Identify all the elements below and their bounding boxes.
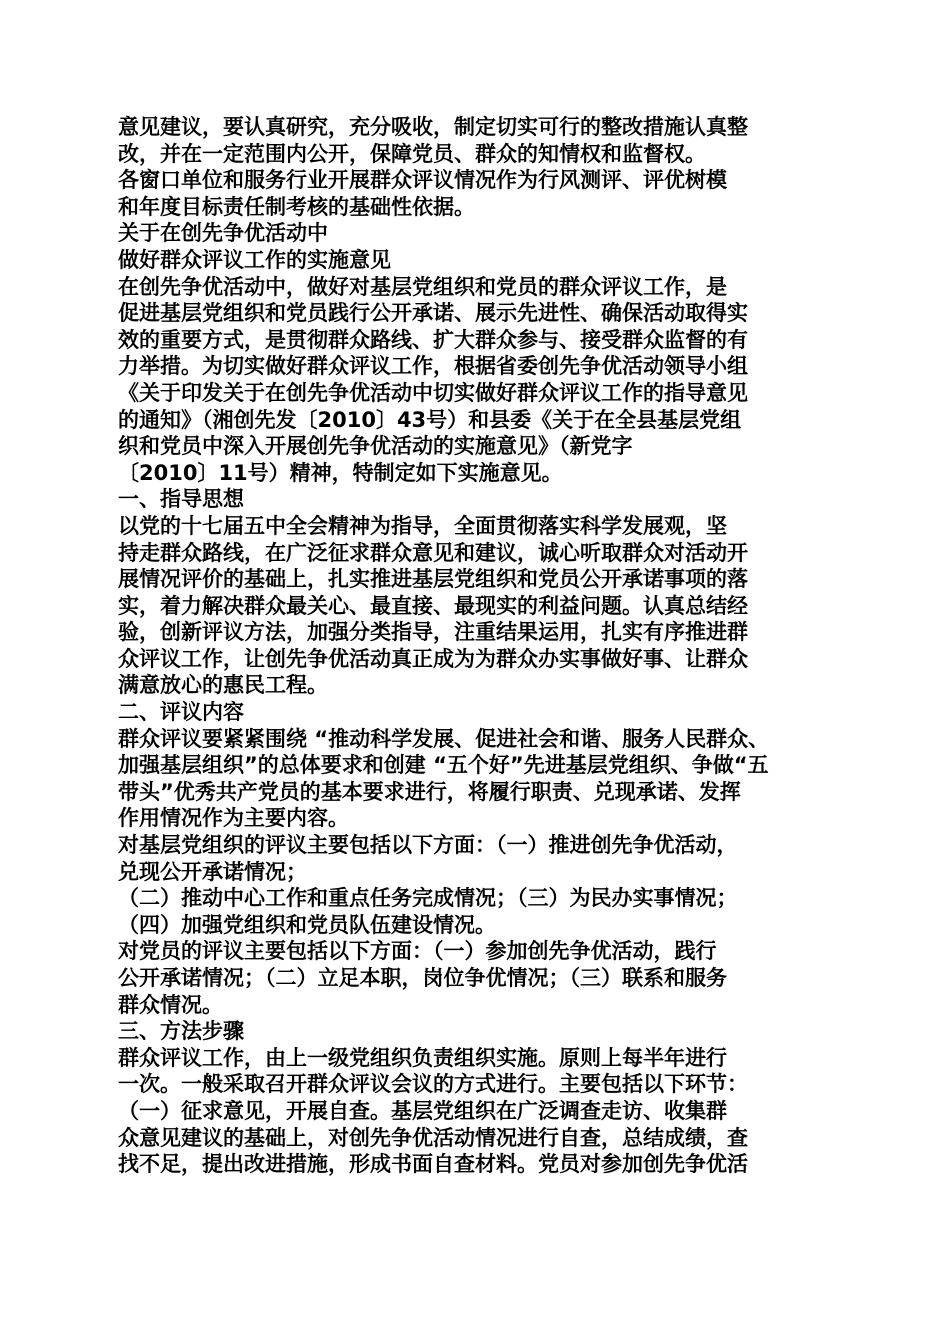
text-line: （一）征求意见，开展自查。基层党组织在广泛调查走访、收集群 [118,1098,727,1123]
text-line: 众评议工作，让创先争优活动真正成为为群众办实事做好事、让群众 [118,646,748,671]
text-line: 持走群众路线，在广泛征求群众意见和建议，诚心听取群众对活动开 [118,540,748,565]
text-line: 三、方法步骤 [118,1019,244,1044]
text-line: 对基层党组织的评议主要包括以下方面：（一）推进创先争优活动， [118,833,738,858]
text-line: 在创先争优活动中，做好对基层党组织和党员的群众评议工作，是 [118,274,727,299]
text-line: 公开承诺情况；（二）立足本职，岗位争优情况；（三）联系和服务 [118,966,727,990]
text-line: 一次。一般采取召开群众评议会议的方式进行。主要包括以下环节： [118,1072,748,1097]
text-line: 众意见建议的基础上，对创先争优活动情况进行自查，总结成绩，查 [118,1125,748,1150]
text-line: 加强基层组织”的总体要求和创建 “五个好”先进基层党组织、争做“五 [118,753,769,778]
text-line: 力举措。为切实做好群众评议工作，根据省委创先争优活动领导小组 [118,354,748,379]
text-line: 验，创新评议方法，加强分类指导，注重结果运用，扎实有序推进群 [118,620,748,645]
text-line: 满意放心的惠民工程。 [118,673,328,698]
text-line: 织和党员中深入开展创先争优活动的实施意见》（新党字 [118,434,633,459]
text-line: 和年度目标责任制考核的基础性依据。 [118,194,475,219]
text-line: 对党员的评议主要包括以下方面：（一）参加创先争优活动，践行 [118,939,717,964]
text-line: 做好群众评议工作的实施意见 [118,247,391,272]
text-line: 展情况评价的基础上，扎实推进基层党组织和党员公开承诺事项的落 [118,567,748,592]
text-line: 效的重要方式，是贯彻群众路线、扩大群众参与、接受群众监督的有 [118,327,748,352]
text-line: 各窗口单位和服务行业开展群众评议情况作为行风测评、评优树模 [118,168,727,193]
text-line: 的通知》（湘创先发〔2010〕43号）和县委《关于在全县基层党组 [118,407,742,432]
text-line: 群众评议要紧紧围绕 “推动科学发展、促进社会和谐、服务人民群众、 [118,726,770,751]
text-line: 群众情况。 [118,992,223,1017]
text-line: 改，并在一定范围内公开，保障党员、群众的知情权和监督权。 [118,141,706,166]
text-line: 以党的十七届五中全会精神为指导，全面贯彻落实科学发展观，坚 [118,513,727,538]
text-line: 带头”优秀共产党员的基本要求进行，将履行职责、兑现承诺、发挥 [118,779,741,804]
text-line: 〔2010〕11号）精神，特制定如下实施意见。 [118,460,563,485]
text-line: 群众评议工作，由上一级党组织负责组织实施。原则上每半年进行 [118,1045,727,1070]
text-line: 一、指导思想 [118,487,244,512]
text-line: 兑现公开承诺情况； [118,859,307,884]
text-line: （四）加强党组织和党员队伍建设情况。 [118,912,496,937]
text-line: （二）推动中心工作和重点任务完成情况；（三）为民办实事情况； [118,886,738,911]
text-line: 关于在创先争优活动中 [118,221,328,246]
text-line: 实，着力解决群众最关心、最直接、最现实的利益问题。认真总结经 [118,593,748,618]
text-line: 找不足，提出改进措施，形成书面自查材料。党员对参加创先争优活 [118,1152,748,1177]
text-line: 意见建议，要认真研究，充分吸收，制定切实可行的整改措施认真整 [118,115,748,139]
text-line: 作用情况作为主要内容。 [118,806,349,831]
text-line: 二、评议内容 [118,700,244,725]
document-body [118,114,848,1178]
text-line: 《关于印发关于在创先争优活动中切实做好群众评议工作的指导意见 [118,380,748,405]
text-line: 促进基层党组织和党员践行公开承诺、展示先进性、确保活动取得实 [118,301,748,326]
